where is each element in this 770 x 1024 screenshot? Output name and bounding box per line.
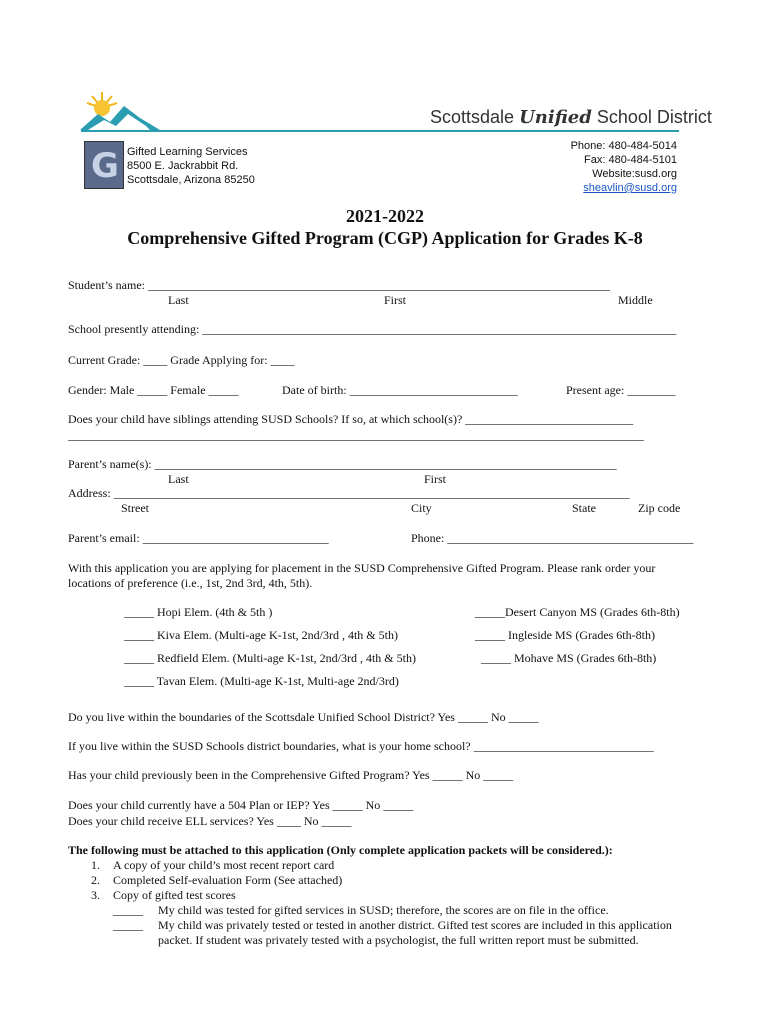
- placement-text-2: locations of preference (i.e., 1st, 2nd 3rd, 4th, 5th).: [68, 576, 313, 590]
- website-text: Website:susd.org: [592, 168, 677, 180]
- label-state: State: [572, 501, 596, 515]
- fax-text: Fax: 480-484-5101: [584, 154, 677, 166]
- school-choice-ingleside[interactable]: _____ Ingleside MS (Grades 6th-8th): [475, 628, 655, 642]
- school-choice-kiva[interactable]: _____ Kiva Elem. (Multi-age K-1st, 2nd/3rd , 4th & 5th): [124, 628, 398, 642]
- header-divider: [81, 130, 679, 132]
- label-street: Street: [121, 501, 149, 515]
- district-name: Scottsdale Unified School District: [430, 107, 712, 128]
- phone-text: Phone: 480-484-5014: [570, 140, 677, 152]
- ell-question[interactable]: Does your child receive ELL services? Yes ____ No _____: [68, 814, 352, 828]
- label-last: Last: [168, 293, 189, 307]
- home-school-question[interactable]: If you live within the SUSD Schools district boundaries, what is your home school? ______________________________: [68, 739, 654, 753]
- parent-phone-field[interactable]: Phone: _________________________________________: [411, 531, 694, 545]
- dob-field[interactable]: Date of birth: ____________________________: [282, 383, 518, 397]
- school-choice-mohave[interactable]: _____ Mohave MS (Grades 6th-8th): [481, 651, 657, 665]
- school-choice-tavan[interactable]: _____ Tavan Elem. (Multi-age K-1st, Multi-age 2nd/3rd): [124, 674, 399, 688]
- previous-cgp-question[interactable]: Has your child previously been in the Comprehensive Gifted Program? Yes _____ No _____: [68, 768, 514, 782]
- parent-name-field[interactable]: Parent’s name(s): _____________________________________________________________________________: [68, 457, 617, 471]
- school-choice-hopi[interactable]: _____ Hopi Elem. (4th & 5th ): [124, 605, 273, 619]
- parent-label-first: First: [424, 472, 447, 486]
- gifted-g-logo: G: [84, 141, 124, 189]
- siblings-line[interactable]: ________________________________________________________________________________________________: [68, 428, 644, 442]
- test-option-blank-1[interactable]: _____: [113, 903, 143, 917]
- test-option-2a: My child was privately tested or tested in another district. Gifted test scores are included in this application: [158, 918, 672, 932]
- age-field[interactable]: Present age: ________: [566, 383, 676, 397]
- label-city: City: [411, 501, 432, 515]
- contact-info: [571, 139, 677, 195]
- label-middle: Middle: [618, 293, 653, 307]
- student-name-field[interactable]: Student’s name: _____________________________________________________________________________: [68, 278, 610, 292]
- boundaries-question[interactable]: Do you live within the boundaries of the Scottsdale Unified School District? Yes _____ No _____: [68, 710, 539, 724]
- test-option-blank-2[interactable]: _____: [113, 918, 143, 932]
- test-option-2b: packet. If student was privately tested with a psychologist, the full written report must be submitted.: [158, 933, 639, 947]
- label-first: First: [384, 293, 407, 307]
- placement-text-1: With this application you are applying for placement in the SUSD Comprehensive Gifted Program. Please rank order your: [68, 561, 656, 575]
- district-logo: [80, 88, 160, 133]
- attach-heading: The following must be attached to this application (Only complete application packets will be considered.):: [68, 843, 613, 857]
- grade-field[interactable]: Current Grade: ____ Grade Applying for: ____: [68, 353, 295, 367]
- org-address: Gifted Learning Services 8500 E. Jackrabbit Rd. Scottsdale, Arizona 85250: [127, 146, 255, 186]
- attach-num-3: 3.: [91, 888, 100, 902]
- attach-item-1: A copy of your child’s most recent report card: [113, 858, 335, 872]
- gender-field[interactable]: Gender: Male _____ Female _____: [68, 383, 239, 397]
- attach-item-2: Completed Self-evaluation Form (See attached): [113, 873, 343, 887]
- attach-item-3: Copy of gifted test scores: [113, 888, 236, 902]
- attach-num-2: 2.: [91, 873, 100, 887]
- siblings-field[interactable]: Does your child have siblings attending SUSD Schools? If so, at which school(s)? ____________________________: [68, 412, 634, 426]
- school-field[interactable]: School presently attending: _______________________________________________________________________________: [68, 322, 677, 336]
- form-title: Comprehensive Gifted Program (CGP) Application for Grades K-8: [127, 228, 643, 248]
- parent-email-field[interactable]: Parent’s email: _______________________________: [68, 531, 329, 545]
- school-choice-desert-canyon[interactable]: _____Desert Canyon MS (Grades 6th-8th): [475, 605, 680, 619]
- address-field[interactable]: Address: ______________________________________________________________________________________: [68, 486, 630, 500]
- email-link[interactable]: sheavlin@susd.org: [583, 182, 677, 194]
- attach-num-1: 1.: [91, 858, 100, 872]
- school-choice-redfield[interactable]: _____ Redfield Elem. (Multi-age K-1st, 2nd/3rd , 4th & 5th): [124, 651, 416, 665]
- form-year: 2021-2022: [346, 206, 424, 226]
- label-zip: Zip code: [638, 501, 681, 515]
- test-option-1: My child was tested for gifted services in SUSD; therefore, the scores are on file in the office.: [158, 903, 609, 917]
- plan504-question[interactable]: Does your child currently have a 504 Plan or IEP? Yes _____ No _____: [68, 798, 414, 812]
- parent-label-last: Last: [168, 472, 189, 486]
